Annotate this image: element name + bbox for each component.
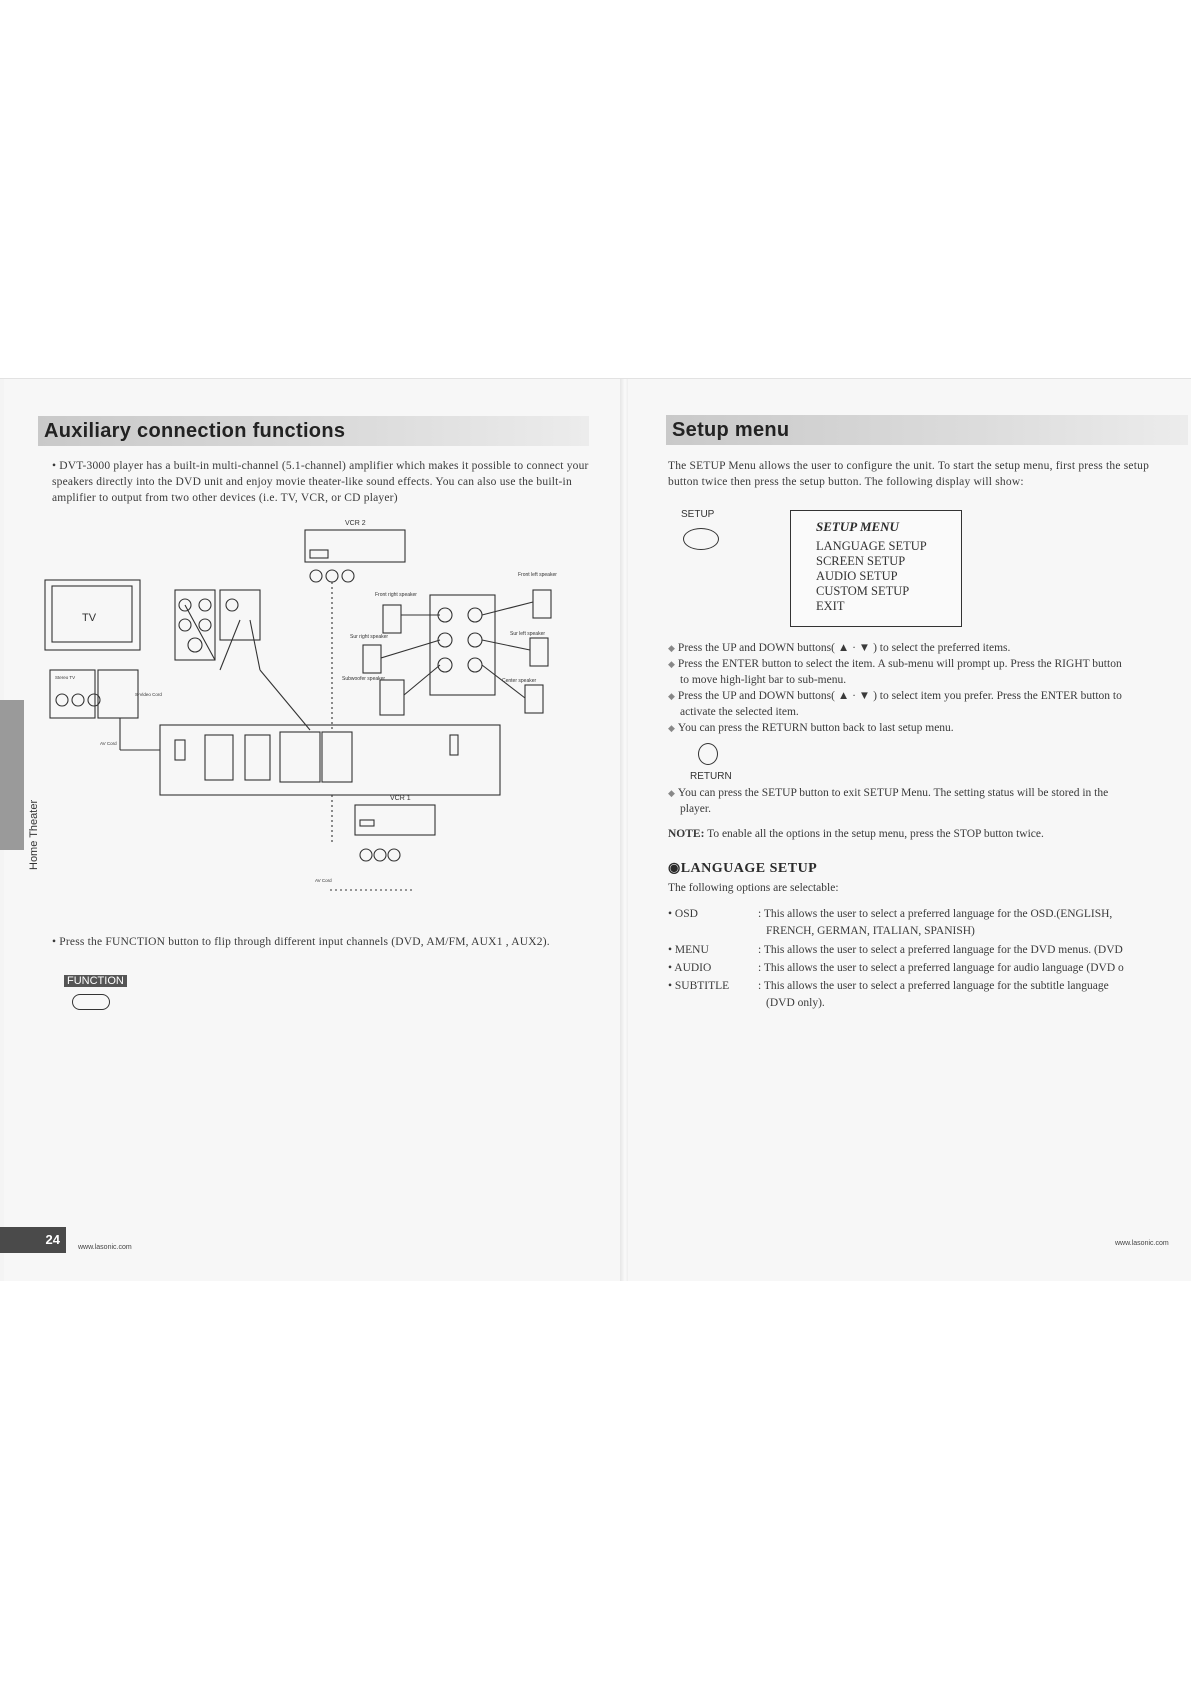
option-subtitle: • SUBTITLE : This allows the user to select a preferred language for the subtitle language (DVD only). [668,980,1109,1009]
front-left-label: Front left speaker [518,572,557,578]
menu-item-screen[interactable]: SCREEN SETUP [816,554,906,568]
right-url: www.lasonic.com [1115,1240,1169,1247]
function-button-label: FUNCTION [64,975,127,987]
left-url: www.lasonic.com [78,1244,132,1251]
diamond-icon: ◆ [668,691,675,701]
right-intro: The SETUP Menu allows the user to configure the unit. To start the setup menu, first press the setup button twice then press the setup button. The following display will show: [668,460,1150,488]
menu-item-exit[interactable]: EXIT [816,599,845,613]
tv-label: TV [82,612,97,624]
language-intro: The following options are selectable: [668,882,839,894]
right-banner: Setup menu [666,415,1188,445]
instruction-1: ◆ Press the UP and DOWN buttons( ▲ · ▼ ) to select the preferred items. [668,642,1011,654]
note-line [668,826,1188,842]
instruction-4: ◆ You can press the RETURN button back to last setup menu. [668,722,954,734]
diamond-icon: ◆ [668,659,675,669]
instruction-3b: activate the selected item. [680,706,799,718]
menu-item-custom[interactable]: CUSTOM SETUP [816,584,910,598]
option-osd: • OSD : This allows the user to select a preferred language for the OSD.(ENGLISH, FRENCH, GERMAN, ITALIAN, SPANISH) [668,908,1113,937]
function-button[interactable] [72,994,110,1010]
vcr2-label: VCR 2 [345,520,366,527]
vcr2-box [305,530,405,562]
page-number: 24 [0,1227,66,1253]
diamond-icon: ◆ [668,788,675,798]
setup-menu-box [790,510,962,627]
function-text: • Press the FUNCTION button to flip through different input channels (DVD, AM/FM, AUX1 , AUX2). [52,936,550,948]
left-intro: • DVT-3000 player has a built-in multi-channel (5.1-channel) amplifier which makes it possible to connect your speakers directly into the DVD unit and enjoy movie theater-like sound effects. You can also use the built-in amplifier to output from two other devices (i.e. TV, VCR, or CD player) [52,460,589,504]
instruction-3: ◆ Press the UP and DOWN buttons( ▲ · ▼ ) to select item you prefer. Press the ENTER button to [668,690,1122,702]
setup-menu-title: SETUP MENU [816,519,899,534]
note-text: To enable all the options in the setup menu, press the STOP button twice. [707,828,1044,840]
stereo-tv-label: Stereo TV [55,675,76,680]
note-label: NOTE: [668,828,705,840]
exit-instruction-b: player. [680,803,711,815]
side-tab [0,700,24,850]
language-setup-heading: ◉LANGUAGE SETUP [668,861,818,876]
side-label: Home Theater [28,799,40,870]
svideo-label: S-Video Cord [135,692,162,697]
av-cord-label: AV Cord [100,741,117,746]
option-audio: • AUDIO : This allows the user to select a preferred language for audio language (DVD o [668,962,1124,974]
subwoofer-label: Subwoofer speaker [342,676,386,682]
vcr1-label: VCR 1 [390,795,411,802]
connection-diagram [30,510,630,910]
front-right-label: Front right speaker [375,592,417,598]
instruction-2: ◆ Press the ENTER button to select the item. A sub-menu will prompt up. Press the RIGHT button [668,658,1122,670]
menu-item-language[interactable]: LANGUAGE SETUP [816,539,927,553]
exit-instruction: ◆ You can press the SETUP button to exit SETUP Menu. The setting status will be stored in the [668,787,1109,799]
setup-button-label: SETUP [681,509,715,520]
sur-left-label: Sur left speaker [510,631,546,637]
diamond-icon: ◆ [668,723,675,733]
av-cord-label-2: AV Cord [315,878,332,883]
return-button-label: RETURN [690,771,732,782]
left-banner: Auxiliary connection functions [38,416,589,446]
menu-item-audio[interactable]: AUDIO SETUP [816,569,898,583]
setup-button[interactable] [683,528,719,550]
diamond-icon: ◆ [668,643,675,653]
option-menu: • MENU : This allows the user to select a preferred language for the DVD menus. (DVD [668,944,1123,956]
instruction-2b: to move high-light bar to sub-menu. [680,674,847,686]
sur-right-label: Sur right speaker [350,634,389,640]
center-label: Center speaker [502,678,537,684]
return-button[interactable] [698,743,718,765]
